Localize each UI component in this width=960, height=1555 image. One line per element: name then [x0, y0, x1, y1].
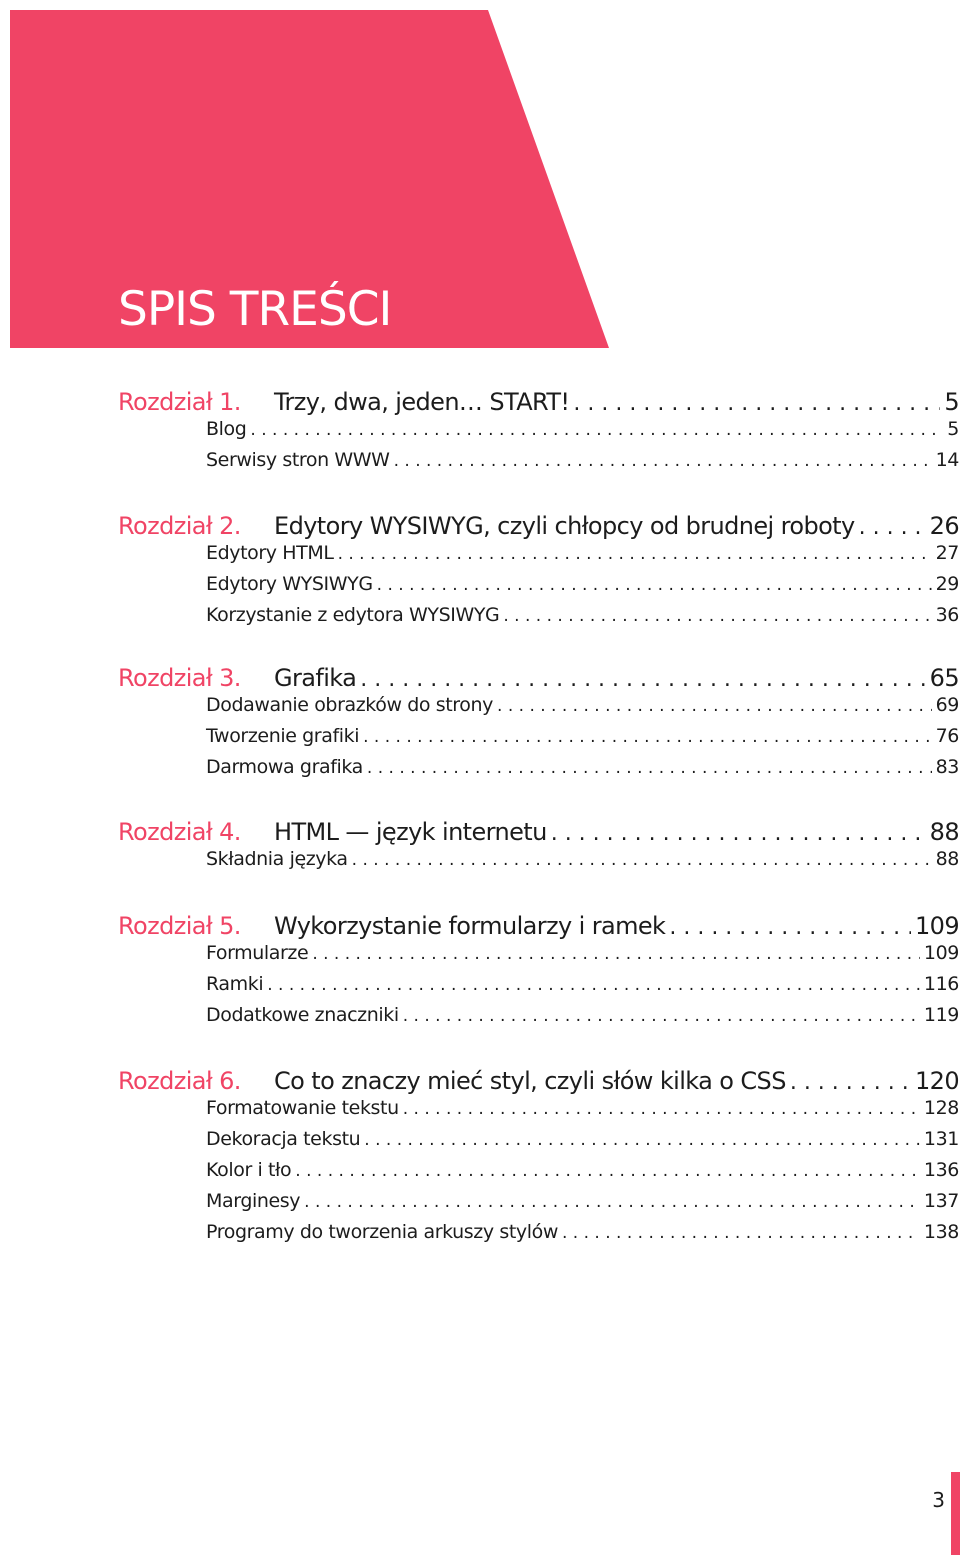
chapter-title: Wykorzystanie formularzy i ramek: [274, 912, 666, 940]
chapter-label: Rozdział 4.: [118, 818, 241, 846]
chapter-page-number: 120: [914, 1067, 959, 1095]
section-title: Tworzenie grafiki: [206, 725, 360, 747]
page-number-accent-bar: [951, 1472, 960, 1555]
chapter-label: Rozdział 5.: [118, 912, 241, 940]
dot-leader: [367, 758, 932, 778]
chapter-page-number: 65: [929, 664, 959, 692]
dot-leader: [363, 727, 931, 747]
dot-leader: [352, 850, 932, 870]
dot-leader: [360, 667, 925, 692]
toc-section[interactable]: [206, 942, 959, 970]
toc-section[interactable]: [206, 449, 959, 477]
toc-chapter-6[interactable]: [118, 1067, 959, 1101]
section-page-number: 138: [923, 1221, 959, 1243]
dot-leader: [250, 420, 943, 440]
section-page-number: 119: [923, 1004, 959, 1026]
toc-section[interactable]: [206, 1097, 959, 1125]
chapter-title: Trzy, dwa, jeden… START!: [274, 388, 570, 416]
dot-leader: [790, 1070, 911, 1095]
section-page-number: 116: [923, 973, 959, 995]
section-title: Ramki: [206, 973, 264, 995]
section-page-number: 128: [923, 1097, 959, 1119]
toc-section[interactable]: [206, 573, 959, 601]
section-page-number: 83: [935, 756, 959, 778]
page-number: 3: [932, 1488, 945, 1512]
toc-section[interactable]: [206, 848, 959, 876]
chapter-label: Rozdział 3.: [118, 664, 241, 692]
section-title: Dodatkowe znaczniki: [206, 1004, 399, 1026]
dot-leader: [364, 1130, 920, 1150]
section-title: Formularze: [206, 942, 309, 964]
dot-leader: [312, 944, 920, 964]
section-page-number: 136: [923, 1159, 959, 1181]
section-title: Edytory HTML: [206, 542, 334, 564]
chapter-page-number: 26: [929, 512, 959, 540]
chapter-title: Edytory WYSIWYG, czyli chłopcy od brudnej roboty: [274, 512, 855, 540]
section-page-number: 76: [935, 725, 959, 747]
dot-leader: [403, 1099, 920, 1119]
section-title: Darmowa grafika: [206, 756, 363, 778]
section-title: Blog: [206, 418, 247, 440]
section-page-number: 109: [923, 942, 959, 964]
section-page-number: 29: [935, 573, 959, 595]
section-title: Dodawanie obrazków do strony: [206, 694, 494, 716]
toc-section[interactable]: [206, 1159, 959, 1187]
dot-leader: [497, 696, 932, 716]
toc-chapter-4[interactable]: [118, 818, 959, 852]
dot-leader: [267, 975, 920, 995]
section-page-number: 36: [935, 604, 959, 626]
chapter-page-number: 5: [944, 388, 959, 416]
dot-leader: [304, 1192, 920, 1212]
dot-leader: [295, 1161, 920, 1181]
dot-leader: [338, 544, 932, 564]
dot-leader: [551, 821, 926, 846]
chapter-title: HTML — język internetu: [274, 818, 547, 846]
section-title: Programy do tworzenia arkuszy stylów: [206, 1221, 558, 1243]
chapter-page-number: 109: [914, 912, 959, 940]
toc-chapter-3[interactable]: [118, 664, 959, 698]
section-title: Składnia języka: [206, 848, 348, 870]
section-page-number: 137: [923, 1190, 959, 1212]
section-title: Korzystanie z edytora WYSIWYG: [206, 604, 500, 626]
toc-chapter-5[interactable]: [118, 912, 959, 946]
section-page-number: 14: [935, 449, 959, 471]
dot-leader: [573, 391, 940, 416]
dot-leader: [503, 606, 931, 626]
section-page-number: 27: [935, 542, 959, 564]
chapter-label: Rozdział 1.: [118, 388, 241, 416]
dot-leader: [669, 915, 911, 940]
toc-section[interactable]: [206, 1004, 959, 1032]
toc-section[interactable]: [206, 725, 959, 753]
dot-leader: [377, 575, 932, 595]
section-page-number: 69: [935, 694, 959, 716]
toc-section[interactable]: [206, 973, 959, 1001]
toc-section[interactable]: [206, 1221, 959, 1249]
toc-chapter-1[interactable]: [118, 388, 959, 422]
section-title: Marginesy: [206, 1190, 301, 1212]
toc-chapter-2[interactable]: [118, 512, 959, 546]
dot-leader: [562, 1223, 920, 1243]
toc-section[interactable]: [206, 1190, 959, 1218]
section-page-number: 5: [947, 418, 959, 440]
toc-section[interactable]: [206, 756, 959, 784]
toc-section[interactable]: [206, 1128, 959, 1156]
toc-section[interactable]: [206, 694, 959, 722]
dot-leader: [859, 515, 926, 540]
section-title: Edytory WYSIWYG: [206, 573, 373, 595]
toc-section[interactable]: [206, 604, 959, 632]
chapter-label: Rozdział 2.: [118, 512, 241, 540]
dot-leader: [394, 451, 932, 471]
section-title: Serwisy stron WWW: [206, 449, 390, 471]
toc-section[interactable]: [206, 542, 959, 570]
toc-section[interactable]: [206, 418, 959, 446]
section-page-number: 131: [923, 1128, 959, 1150]
section-page-number: 88: [935, 848, 959, 870]
chapter-title: Co to znaczy mieć styl, czyli słów kilka o CSS: [274, 1067, 786, 1095]
section-title: Kolor i tło: [206, 1159, 292, 1181]
section-title: Formatowanie tekstu: [206, 1097, 399, 1119]
dot-leader: [403, 1006, 920, 1026]
chapter-title: Grafika: [274, 664, 357, 692]
chapter-page-number: 88: [929, 818, 959, 846]
chapter-label: Rozdział 6.: [118, 1067, 241, 1095]
page-title: SPIS TREŚCI: [118, 282, 392, 337]
section-title: Dekoracja tekstu: [206, 1128, 361, 1150]
